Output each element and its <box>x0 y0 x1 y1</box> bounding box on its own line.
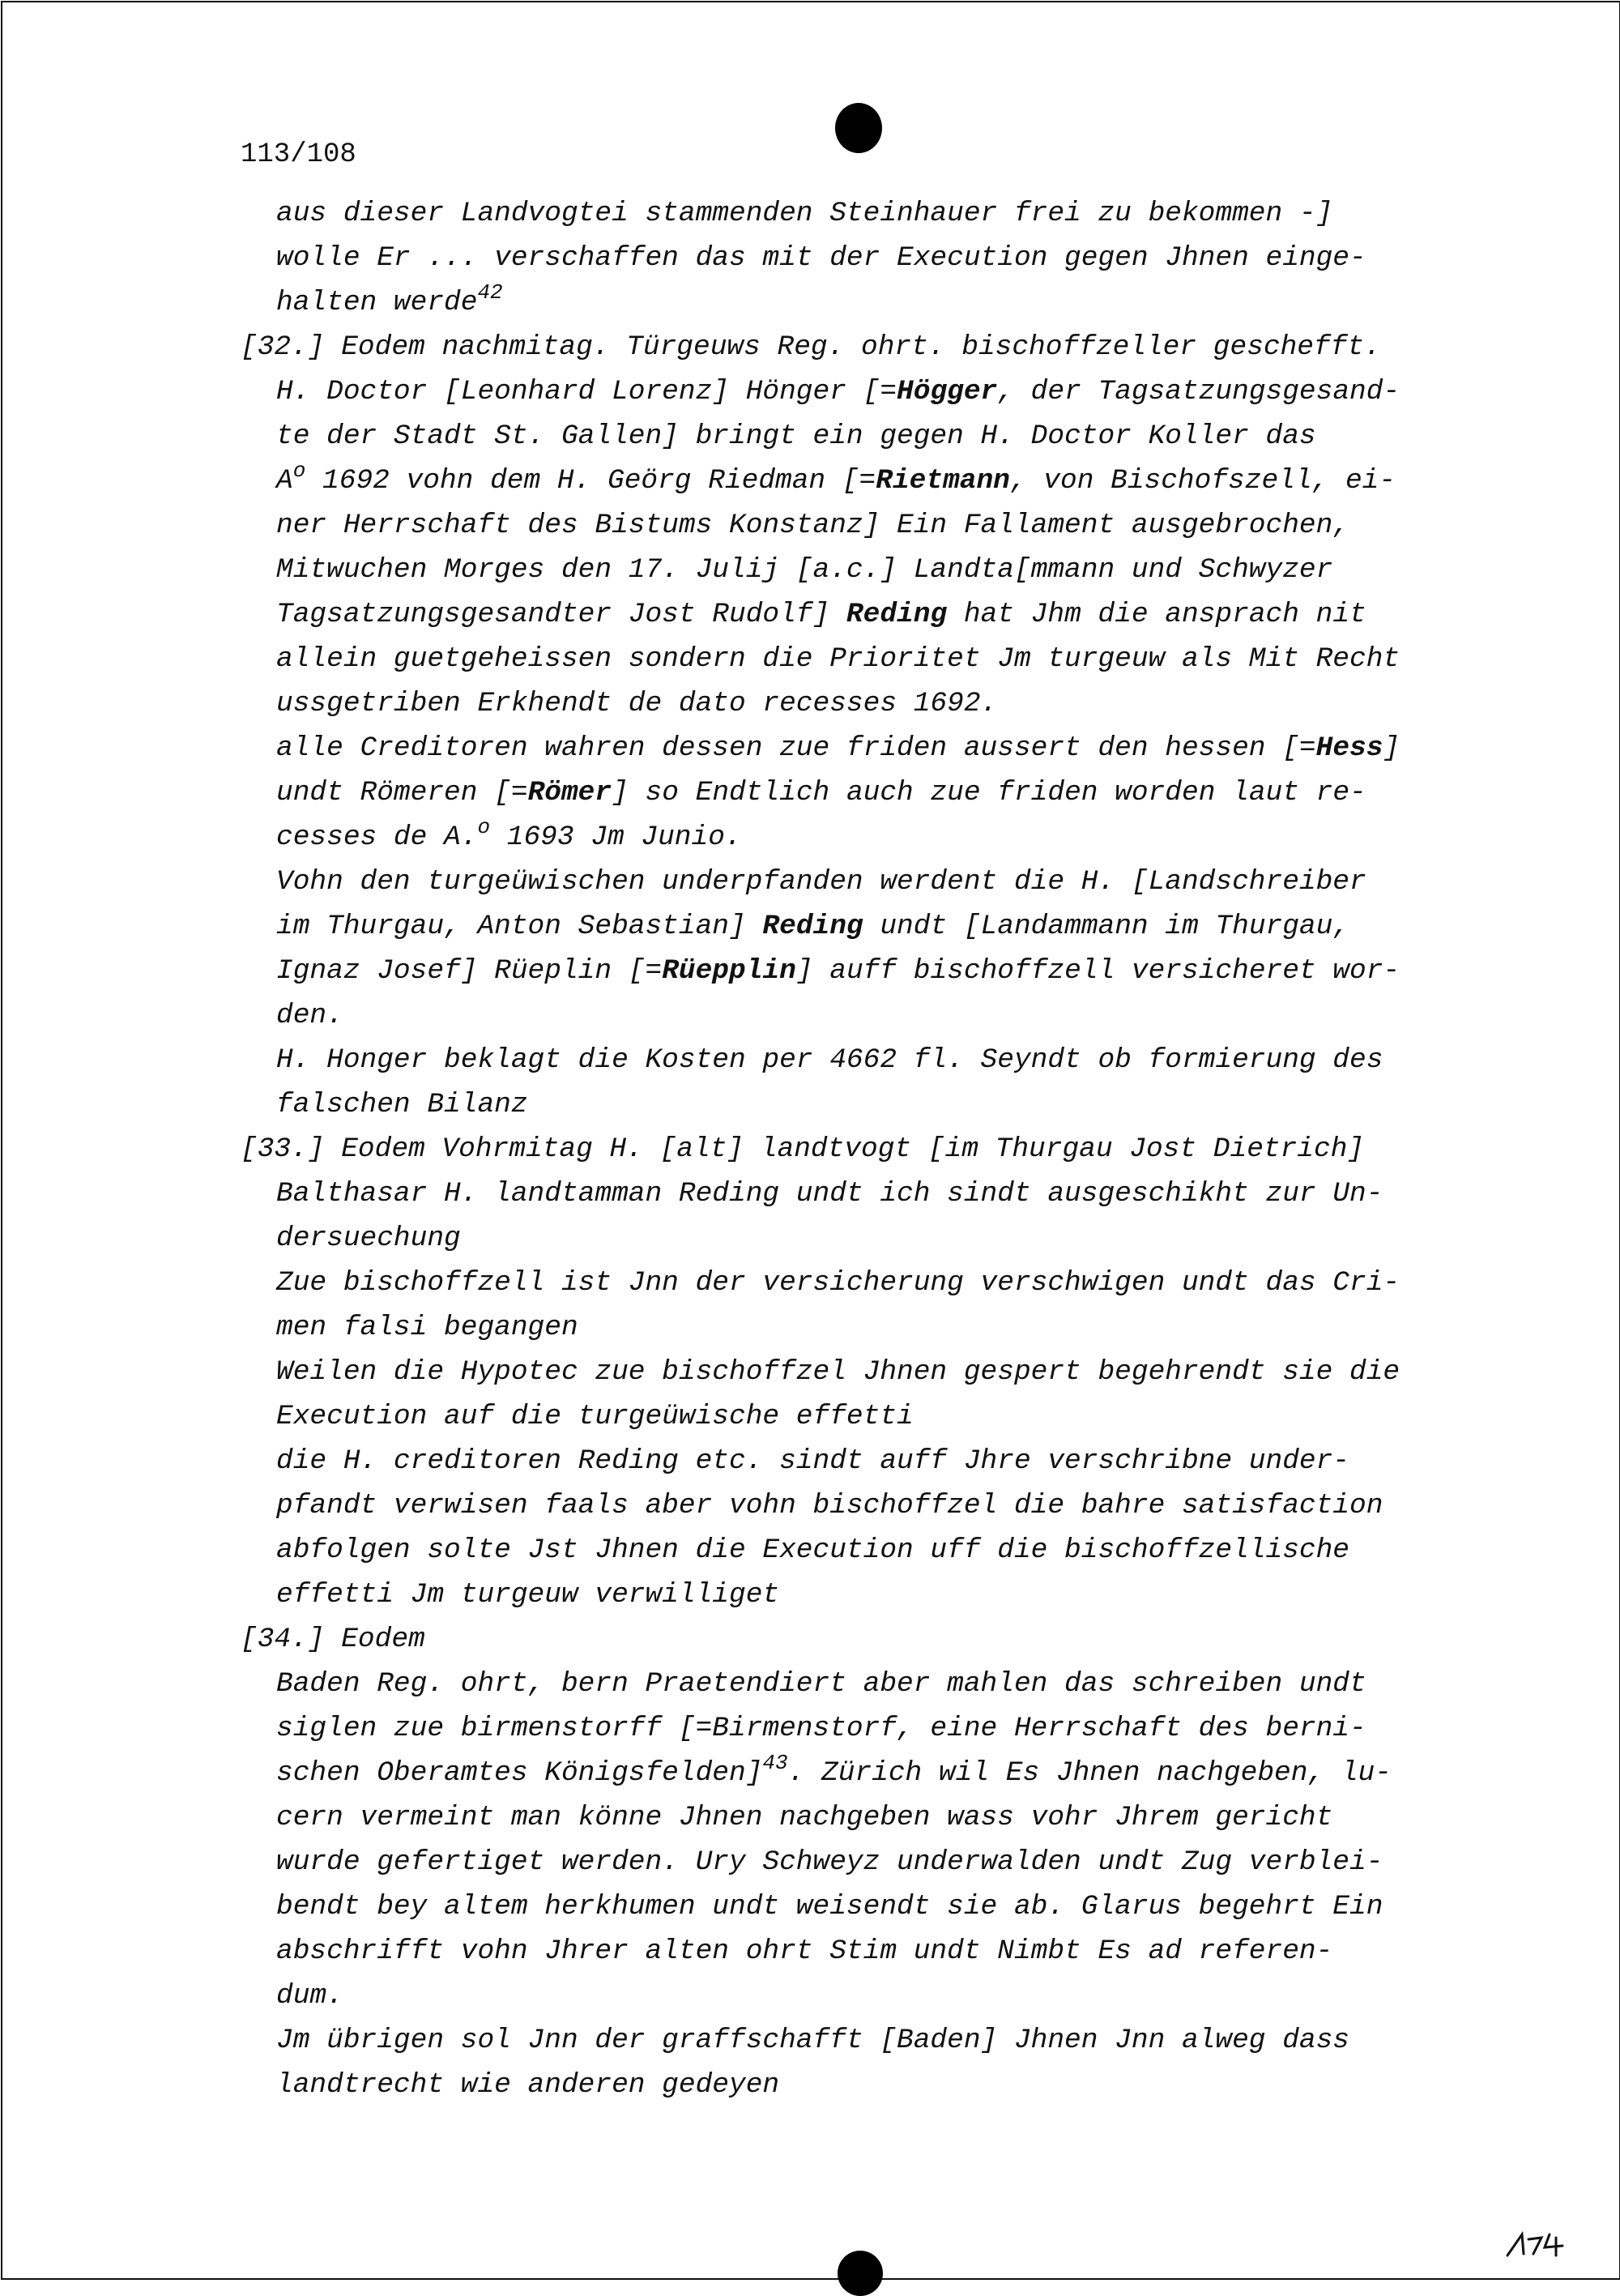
text-line: Jm übrigen sol Jnn der graffschafft [Baden] Jhnen Jnn alweg dass <box>276 2025 1350 2056</box>
text-line: Vohn den turgeüwischen underpfanden werdent die H. [Landschreiber <box>276 866 1366 898</box>
text-line: die H. creditoren Reding etc. sindt auff Jhre verschribne under- <box>276 1445 1350 1477</box>
text-line: falschen Bilanz <box>276 1089 528 1120</box>
text-line: dersuechung <box>276 1223 461 1254</box>
text-line: $A^o$ 1692 vohn dem H. Geörg Riedman [=Rietmann, von Bischofszell, ei- <box>276 459 1396 497</box>
text-line: wolle Er ... verschaffen das mit der Execution gegen Jhnen einge- <box>276 242 1366 274</box>
footnote-ref: 42 <box>477 280 503 305</box>
text-line: cesses de A.$^o$ 1693 Jm Junio. <box>276 815 742 853</box>
text-line: landtrecht wie anderen gedeyen <box>276 2069 780 2101</box>
text-line: allein guetgeheissen sondern die Prioritet Jm turgeuw als Mit Recht <box>276 643 1400 675</box>
text-line: effetti Jm turgeuw verwilliget <box>276 1579 780 1611</box>
text-line: Tagsatzungsgesandter Jost Rudolf] Reding hat Jhm die ansprach nit <box>276 599 1366 630</box>
entry-heading: [34.] Eodem <box>241 1624 425 1655</box>
text-line: siglen zue birmenstorff [=Birmenstorf, eine Herrschaft des berni- <box>276 1713 1366 1744</box>
text-line: Mitwuchen Morges den 17. Julij [a.c.] Landta[mmann und Schwyzer <box>276 554 1333 586</box>
text-line: Weilen die Hypotec zue bischoffzel Jhnen gespert begehrendt sie die <box>276 1356 1400 1388</box>
page-number: 113/108 <box>241 139 356 170</box>
entry-heading: [32.] Eodem nachmitag. Türgeuws Reg. ohrt. bischoffzeller geschefft. <box>241 331 1381 363</box>
text-line: te der Stadt St. Gallen] bringt ein gegen H. Doctor Koller das <box>276 420 1316 452</box>
punch-hole-top <box>835 103 882 153</box>
text-line: Execution auf die turgeüwische effetti <box>276 1401 914 1432</box>
text-line: dum. <box>276 1980 343 2012</box>
text-line: aus dieser Landvogtei stammenden Steinhauer frei zu bekommen -] <box>276 198 1333 229</box>
text-line: ner Herrschaft des Bistums Konstanz] Ein Fallament ausgebrochen, <box>276 510 1350 541</box>
punch-hole-bottom <box>838 2251 883 2296</box>
text-line: ussgetriben Erkhendt de dato recesses 1692. <box>276 688 998 719</box>
entry-heading: [33.] Eodem Vohrmitag H. [alt] landtvogt [im Thurgau Jost Dietrich] <box>241 1133 1365 1165</box>
text-line: men falsi begangen <box>276 1312 578 1343</box>
text-line: den. <box>276 1000 343 1031</box>
text-line: cern vermeint man könne Jhnen nachgeben wass vohr Jhrem gericht <box>276 1802 1333 1833</box>
text-line: bendt bey altem herkhumen undt weisendt sie ab. Glarus begehrt Ein <box>276 1891 1383 1923</box>
text-line: abschrifft vohn Jhrer alten ohrt Stim undt Nimbt Es ad referen- <box>276 1935 1333 1967</box>
text-line: H. Honger beklagt die Kosten per 4662 fl. Seyndt ob formierung des <box>276 1044 1383 1076</box>
text-line: schen Oberamtes Königsfelden]$^{43}$. Zürich wil Es Jhnen nachgeben, lu- <box>276 1751 1392 1789</box>
text-line: undt Römeren [=Römer] so Endtlich auch zue friden worden laut re- <box>276 777 1366 809</box>
text-line: im Thurgau, Anton Sebastian] Reding undt [Landammann im Thurgau, <box>276 911 1350 942</box>
text-line: alle Creditoren wahren dessen zue friden aussert den hessen [=Hess] <box>276 732 1400 764</box>
text-line: Balthasar H. landtamman Reding undt ich sindt ausgeschikht zur Un- <box>276 1178 1383 1210</box>
footnote-ref: 43 <box>762 1751 788 1775</box>
text-line: wurde gefertiget werden. Ury Schweyz underwalden undt Zug verblei- <box>276 1846 1383 1878</box>
text-line: Zue bischoffzell ist Jnn der versicherung verschwigen undt das Cri- <box>276 1267 1400 1299</box>
text-line: pfandt verwisen faals aber vohn bischoffzel die bahre satisfaction <box>276 1490 1383 1521</box>
transcription-body <box>241 191 1488 2107</box>
text-line: Ignaz Josef] Rüeplin [=Rüepplin] auff bischoffzell versicheret wor- <box>276 955 1400 987</box>
text-line: abfolgen solte Jst Jhnen die Execution uff die bischoffzellische <box>276 1534 1350 1566</box>
text-line: H. Doctor [Leonhard Lorenz] Hönger [=Högger, der Tagsatzungsgesand- <box>276 376 1400 408</box>
text-line: Baden Reg. ohrt, bern Praetendiert aber mahlen das schreiben undt <box>276 1668 1366 1700</box>
handwritten-folio-number <box>1503 2226 1567 2259</box>
text-line: halten werde$^{42}$ <box>276 280 503 318</box>
